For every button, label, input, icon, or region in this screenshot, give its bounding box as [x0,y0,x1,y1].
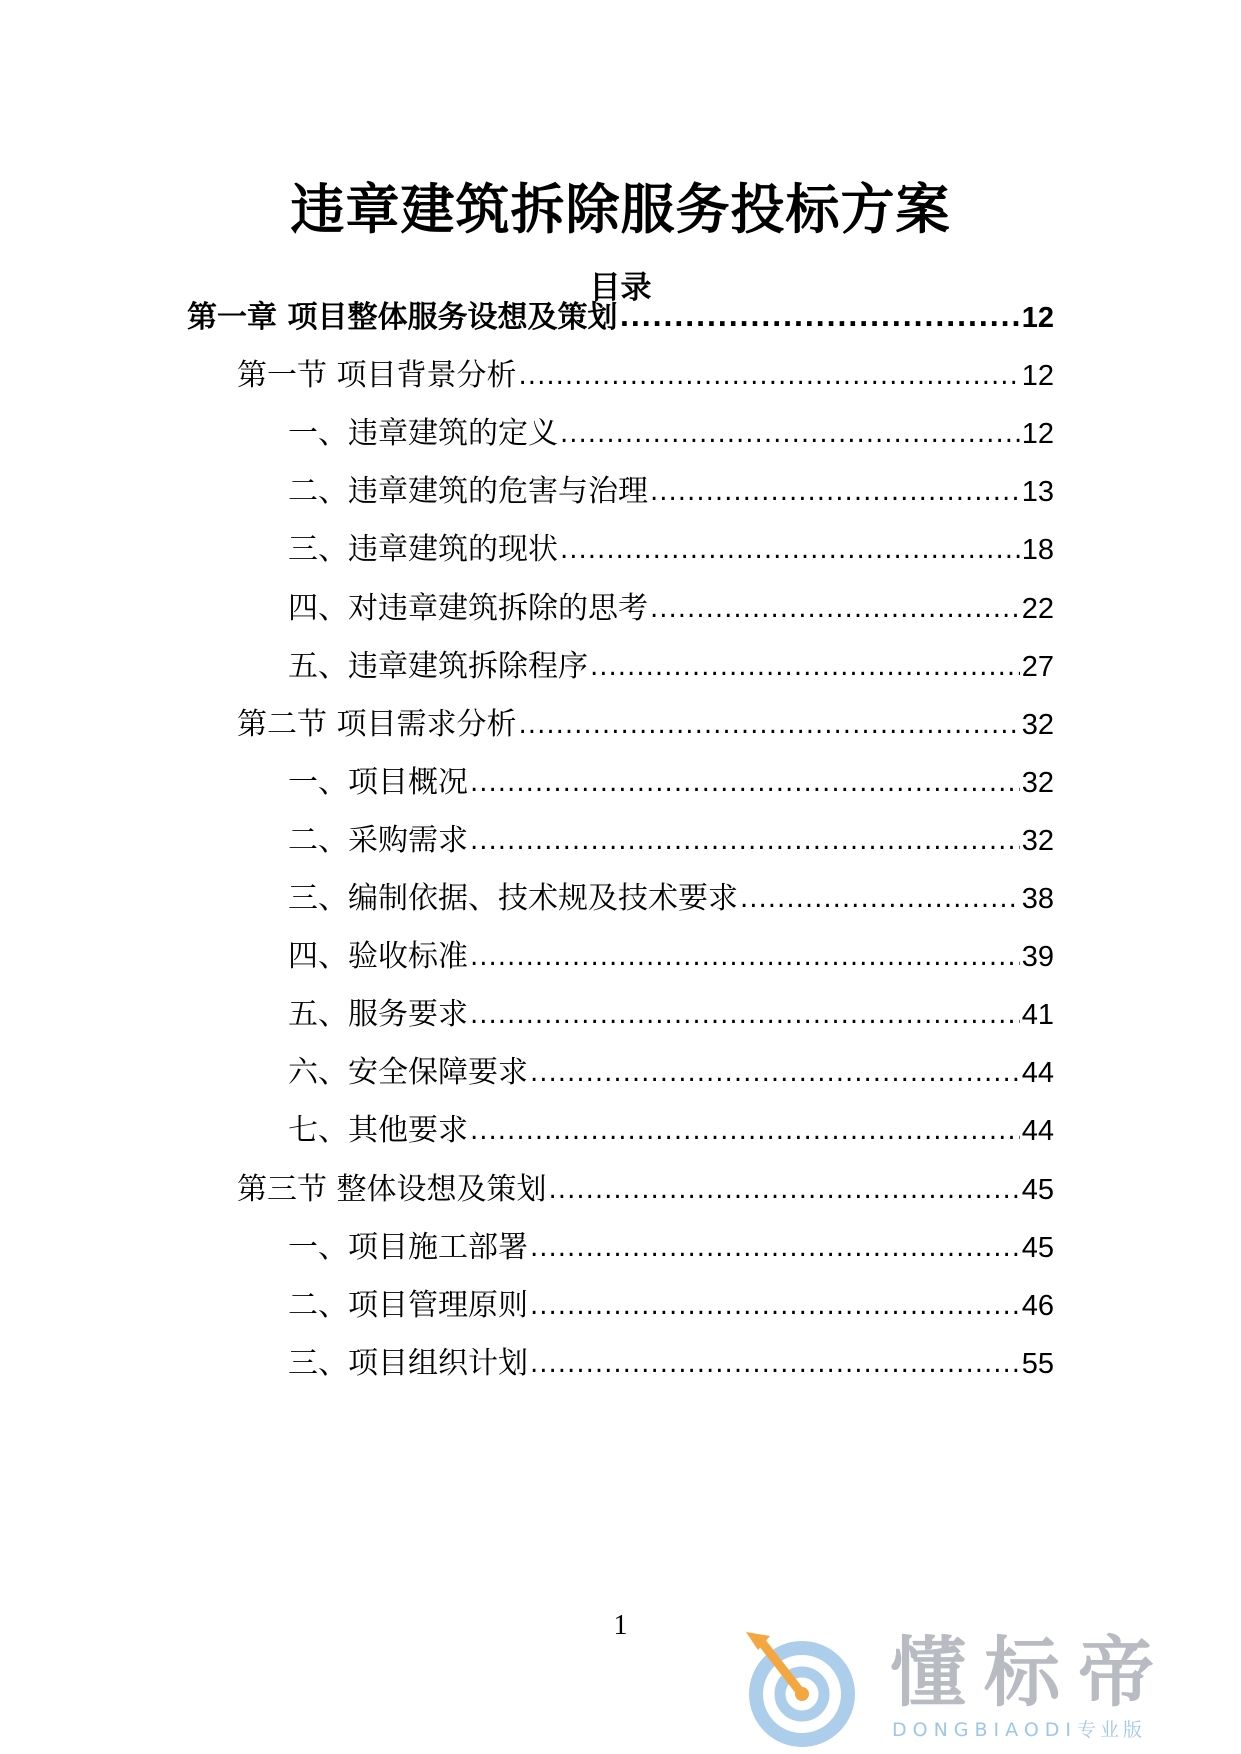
toc-entry[interactable] [237,354,1054,398]
toc-entry-page-number: 12 [1021,302,1054,334]
toc-entry-label: 一、项目施工部署 [288,1230,528,1265]
toc-entry-label: 五、服务要求 [288,997,468,1032]
toc-entry[interactable] [288,1284,1054,1328]
watermark-pinyin [892,1718,1146,1742]
toc-entry-label: 七、其他要求 [288,1113,468,1148]
toc-entry-page-number: 32 [1021,825,1054,857]
toc-entry-label: 四、对违章建筑拆除的思考 [288,591,648,626]
toc-entry-label: 六、安全保障要求 [288,1055,528,1090]
document-title: 违章建筑拆除服务投标方案 [290,178,951,241]
toc-dot-leader [549,1168,1020,1212]
toc-dot-leader [650,470,1020,514]
toc-entry-page-number: 12 [1021,418,1054,450]
toc-entry-page-number: 22 [1021,593,1054,625]
toc-entry[interactable] [288,528,1054,572]
toc-dot-leader [519,354,1020,398]
toc-dot-leader [470,993,1020,1037]
toc-entry-label: 五、违章建筑拆除程序 [288,649,588,684]
toc-entry-label: 三、项目组织计划 [288,1346,528,1381]
toc-dot-leader [519,703,1020,747]
page-number: 1 [613,1610,628,1641]
toc-entry-page-number: 12 [1021,360,1054,392]
toc-dot-leader [530,1226,1020,1270]
toc-entry[interactable] [288,819,1054,863]
toc-entry-page-number: 32 [1021,709,1054,741]
toc-dot-leader [470,935,1020,979]
toc-dot-leader [530,1284,1020,1328]
toc-entry-label: 第一章 项目整体服务设想及策划 [187,300,618,335]
toc-entry-page-number: 32 [1021,767,1054,799]
toc-entry-page-number: 44 [1021,1057,1054,1089]
toc-entry[interactable] [288,587,1054,631]
toc-entry[interactable] [288,1109,1054,1153]
toc-dot-leader [740,877,1020,921]
toc-dot-leader [590,645,1020,689]
toc-entry-label: 第一节 项目背景分析 [237,358,517,393]
target-logo-icon [740,1628,870,1748]
toc-entry-label: 一、违章建筑的定义 [288,416,558,451]
toc-entry-page-number: 27 [1021,651,1054,683]
toc-entry[interactable] [288,1342,1054,1386]
toc-entry-label: 二、违章建筑的危害与治理 [288,474,648,509]
toc-dot-leader [470,1109,1020,1153]
toc-dot-leader [470,761,1020,805]
toc-entry-page-number: 46 [1021,1290,1054,1322]
toc-entry-label: 三、违章建筑的现状 [288,532,558,567]
toc-entry[interactable] [288,761,1054,805]
toc-entry[interactable] [237,1168,1054,1212]
watermark-pinyin-text: DONGBIAODI [892,1719,1078,1741]
toc-entry-page-number: 44 [1021,1115,1054,1147]
watermark [740,1628,1220,1748]
toc-entry[interactable] [288,645,1054,689]
toc-dot-leader [619,296,1019,340]
toc-heading: 目录 [589,270,652,306]
toc-dot-leader [470,819,1020,863]
toc-entry-label: 二、项目管理原则 [288,1288,528,1323]
toc-entry[interactable] [288,993,1054,1037]
toc-entry[interactable] [288,1226,1054,1270]
toc-entry-label: 三、编制依据、技术规及技术要求 [288,881,738,916]
toc-entry-label: 第三节 整体设想及策划 [237,1172,547,1207]
toc-entry-label: 一、项目概况 [288,765,468,800]
toc-dot-leader [530,1342,1020,1386]
toc-dot-leader [530,1051,1020,1095]
toc-dot-leader [650,587,1020,631]
toc-dot-leader [560,528,1020,572]
toc-entry-label: 四、验收标准 [288,939,468,974]
toc-entry-page-number: 45 [1021,1232,1054,1264]
watermark-brand-name: 懂标帝 [890,1628,1172,1717]
toc-entry[interactable] [187,296,1054,340]
toc-entry-page-number: 55 [1021,1348,1054,1380]
toc-entry[interactable] [288,412,1054,456]
toc-entry-page-number: 38 [1021,883,1054,915]
toc-entry-label: 第二节 项目需求分析 [237,707,517,742]
toc-entry-page-number: 13 [1021,476,1054,508]
toc-entry[interactable] [237,703,1054,747]
toc-entry[interactable] [288,877,1054,921]
toc-dot-leader [560,412,1020,456]
toc-entry[interactable] [288,1051,1054,1095]
toc-entry[interactable] [288,470,1054,514]
toc-entry-page-number: 45 [1021,1174,1054,1206]
toc-entry-label: 二、采购需求 [288,823,468,858]
toc-entry[interactable] [288,935,1054,979]
toc-entry-page-number: 39 [1021,941,1054,973]
toc-entry-page-number: 18 [1021,534,1054,566]
toc-entry-page-number: 41 [1021,999,1054,1031]
watermark-edition: 专业版 [1077,1719,1147,1741]
